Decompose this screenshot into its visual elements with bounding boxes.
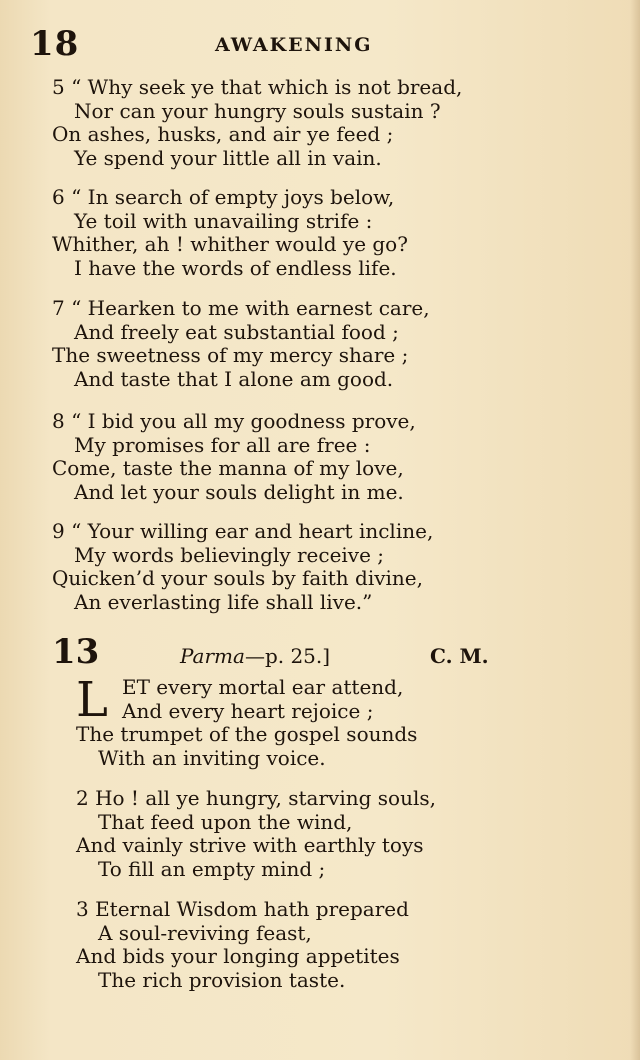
verse-line: 7 “ Hearken to me with earnest care, [52, 296, 430, 320]
verse-line: A soul-reviving feast, [98, 920, 312, 945]
verse-9 [52, 520, 612, 614]
verse-line: Nor can your hungry souls sustain ? [74, 98, 441, 123]
verse-line: The rich provision taste. [98, 967, 346, 992]
tune-name: Parma [180, 644, 245, 668]
verse-line: 8 “ I bid you all my goodness prove, [52, 409, 416, 433]
verse-line: 9 “ Your willing ear and heart incline, [52, 519, 434, 543]
page-number: 18 [30, 24, 80, 64]
verse-line: With an inviting voice. [98, 745, 326, 770]
verse-line: Ye toil with unavailing strife : [74, 208, 373, 233]
verse-line: To fill an empty mind ; [98, 856, 326, 881]
verse-line: ET every mortal ear attend, [122, 675, 404, 699]
page-header [30, 24, 610, 64]
tune-reference [180, 644, 330, 668]
verse-line: An everlasting life shall live.” [74, 589, 373, 614]
verse-7 [52, 297, 612, 391]
verse-line: Quicken’d your souls by faith divine, [52, 566, 423, 590]
hymn13-verse-1 [76, 672, 596, 770]
verse-line: Come, taste the manna of my love, [52, 456, 404, 480]
drop-cap: L [76, 672, 108, 728]
verse-line: 3 Eternal Wisdom hath prepared [76, 897, 409, 921]
verse-line: That feed upon the wind, [98, 809, 353, 834]
running-title: AWAKENING [215, 34, 373, 56]
verse-line: And vainly strive with earthly toys [76, 833, 424, 857]
verse-line: And taste that I alone am good. [74, 366, 394, 391]
verse-6 [52, 186, 612, 280]
hymn-heading [52, 632, 502, 672]
hymn13-verse-2 [76, 787, 596, 881]
verse-line: And let your souls delight in me. [74, 479, 404, 504]
verse-line: 5 “ Why seek ye that which is not bread, [52, 75, 463, 99]
verse-line: And freely eat substantial food ; [74, 319, 399, 344]
verse-line: 6 “ In search of empty joys below, [52, 185, 395, 209]
verse-5 [52, 76, 612, 170]
hymn13-verse-3 [76, 898, 596, 992]
page-edge-shadow [630, 0, 640, 1060]
hymn-number: 13 [52, 632, 100, 672]
verse-line: And bids your longing appetites [76, 944, 400, 968]
meter: C. M. [430, 644, 489, 668]
verse-line: 2 Ho ! all ye hungry, starving souls, [76, 786, 436, 810]
verse-8 [52, 410, 612, 504]
verse-line: I have the words of endless life. [74, 255, 397, 280]
verse-line: Whither, ah ! whither would ye go? [52, 232, 408, 256]
tune-page-ref: —p. 25.] [244, 644, 331, 668]
verse-line: My words believingly receive ; [74, 542, 385, 567]
verse-line: The trumpet of the gospel sounds [76, 722, 418, 746]
verse-line: My promises for all are free : [74, 432, 371, 457]
verse-line: On ashes, husks, and air ye feed ; [52, 122, 394, 146]
verse-line: Ye spend your little all in vain. [74, 145, 382, 170]
verse-line: The sweetness of my mercy share ; [52, 343, 409, 367]
verse-line: And every heart rejoice ; [122, 698, 374, 723]
